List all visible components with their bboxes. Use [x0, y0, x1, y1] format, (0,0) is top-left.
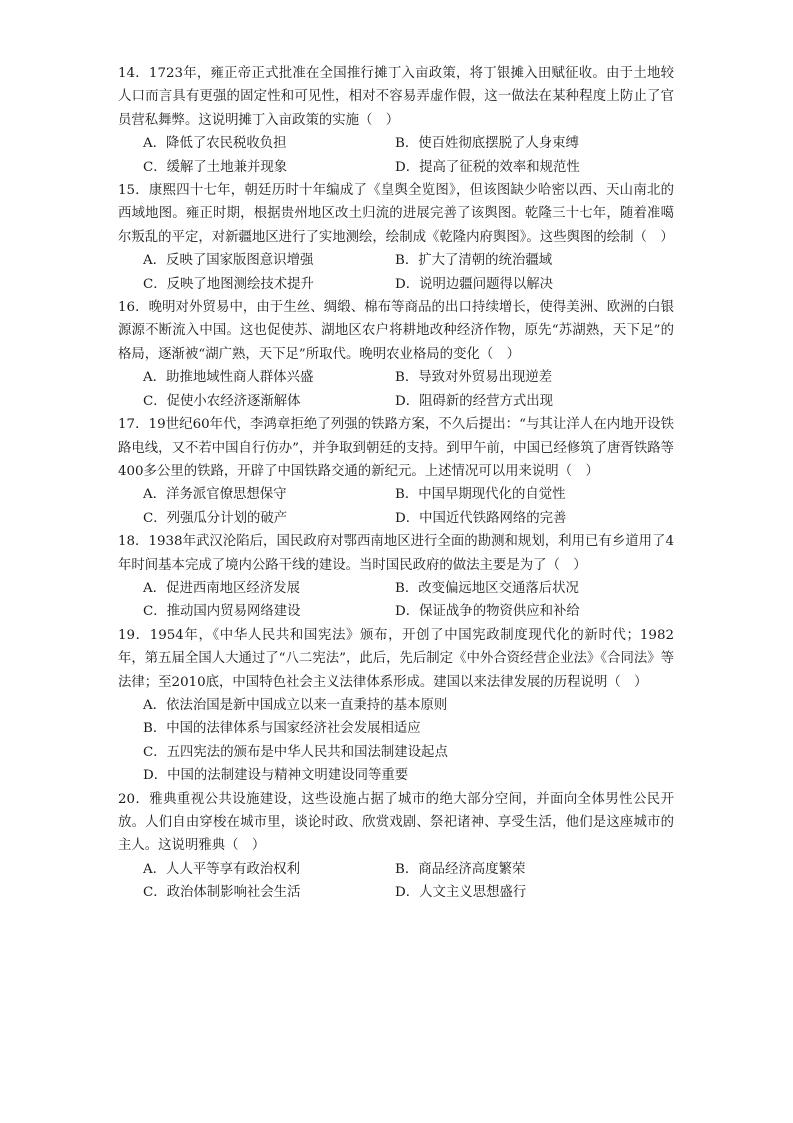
question-19: [118, 624, 674, 788]
options: [118, 132, 674, 179]
option-a: A．洋务派官僚思想保守: [143, 487, 287, 503]
question-stem: 18．1938年武汉沦陷后，国民政府对鄂西南地区进行全面的勘测和规划，利用已有乡道用了4年时间基本完成了境内公路干线的建设。当时国民政府的做法主要是为了（ ）: [118, 534, 674, 573]
option-b: B．中国早期现代化的自觉性: [395, 487, 566, 503]
question-stem: 15．康熙四十七年，朝廷历时十年编成了《皇舆全览图》，但该图缺少哈密以西、天山南北的西域地图。雍正时期，根据贵州地区改土归流的进展完善了该舆图。乾隆三十七年，随着准噶尔叛乱的平定，对新疆地区进行了实地测绘，绘制成《乾隆内府舆图》。这些舆图的绘制（ ）: [118, 183, 674, 245]
option-d: D．人文主义思想盛行: [395, 885, 527, 901]
option-c: C．推动国内贸易网络建设: [143, 604, 301, 620]
option-d: D．提高了征税的效率和规范性: [395, 159, 580, 175]
question-18: [118, 530, 674, 624]
option-d: D．阻碍新的经营方式出现: [395, 393, 554, 409]
question-stem: 19．1954年，《中华人民共和国宪法》颁布，开创了中国宪政制度现代化的新时代；1982年，第五届全国人大通过了“八二宪法”，此后，先后制定《中外合资经营企业法》《合同法》等法律；至2010底，中国特色社会主义法律体系形成。建国以来法律发展的历程说明（ ）: [118, 627, 675, 690]
question-stem: 16．晚明对外贸易中，由于生丝、绸缎、棉布等商品的出口持续增长，使得美洲、欧洲的白银源源不断流入中国。这也促使苏、湖地区农户将耕地改种经济作物，原先“苏湖熟，天下足”的格局，逐渐被“湖广熟，天下足”所取代。晚明农业格局的变化（ ）: [118, 300, 674, 362]
option-b: B．导致对外贸易出现逆差: [395, 370, 553, 386]
options: [118, 483, 674, 530]
option-b: B．商品经济高度繁荣: [395, 861, 526, 877]
option-c: C．政治体制影响社会生活: [143, 885, 301, 901]
option-b: B．中国的法律体系与国家经济社会发展相适应: [143, 721, 421, 737]
option-c: C．列强瓜分计划的破产: [143, 510, 288, 526]
option-a: A．降低了农民税收负担: [143, 136, 287, 152]
option-d: D．中国近代铁路网络的完善: [395, 510, 567, 526]
question-14: [118, 62, 674, 179]
option-a: A．人人平等享有政治权利: [143, 861, 300, 877]
options: [118, 694, 674, 788]
option-c: C．促使小农经济逐渐解体: [143, 393, 301, 409]
option-b: B．扩大了清朝的统治疆域: [395, 253, 553, 269]
question-stem: 20．雅典重视公共设施建设，这些设施占据了城市的绝大部分空间，并面向全体男性公民开放。人们自由穿梭在城市里，谈论时政、欣赏戏剧、祭祀诸神、享受生活，他们是这座城市的主人。这说明雅典（ ）: [118, 791, 674, 854]
option-d: D．保证战争的物资供应和补给: [395, 604, 580, 620]
option-d: D．中国的法制建设与精神文明建设同等重要: [143, 768, 409, 784]
question-16: [118, 296, 674, 413]
option-a: A．助推地域性商人群体兴盛: [143, 370, 314, 386]
question-stem: 14．1723年，雍正帝正式批准在全国推行摊丁入亩政策，将丁银摊入田赋征收。由于土地较人口而言具有更强的固定性和可见性，相对不容易弄虚作假，这一做法在某种程度上防止了官员营私舞弊。这说明摊丁入亩政策的实施（ ）: [118, 66, 674, 128]
options: [118, 577, 674, 624]
option-b: B．改变偏远地区交通落后状况: [395, 580, 579, 596]
option-a: A．促进西南地区经济发展: [143, 580, 300, 596]
exam-page: [118, 62, 674, 905]
options: [118, 249, 674, 296]
options: [118, 858, 674, 905]
options: [118, 366, 674, 413]
question-20: [118, 788, 674, 905]
option-a: A．反映了国家版图意识增强: [143, 253, 314, 269]
option-d: D．说明边疆问题得以解决: [395, 276, 554, 292]
option-b: B．使百姓彻底摆脱了人身束缚: [395, 136, 579, 152]
option-c: C．缓解了土地兼并现象: [143, 159, 288, 175]
question-stem: 17．19世纪60年代，李鸿章拒绝了列强的铁路方案，不久后提出：“与其让洋人在内地开设铁路电线，又不若中国自行仿办”，并争取到朝廷的支持。到甲午前，中国已经修筑了唐胥铁路等400多公里的铁路，开辟了中国铁路交通的新纪元。上述情况可以用来说明（ ）: [118, 417, 674, 479]
option-c: C．反映了地图测绘技术提升: [143, 276, 314, 292]
option-a: A．依法治国是新中国成立以来一直秉持的基本原则: [143, 697, 448, 713]
question-15: [118, 179, 674, 296]
question-17: [118, 413, 674, 530]
option-c: C．五四宪法的颁布是中华人民共和国法制建设起点: [143, 744, 448, 760]
